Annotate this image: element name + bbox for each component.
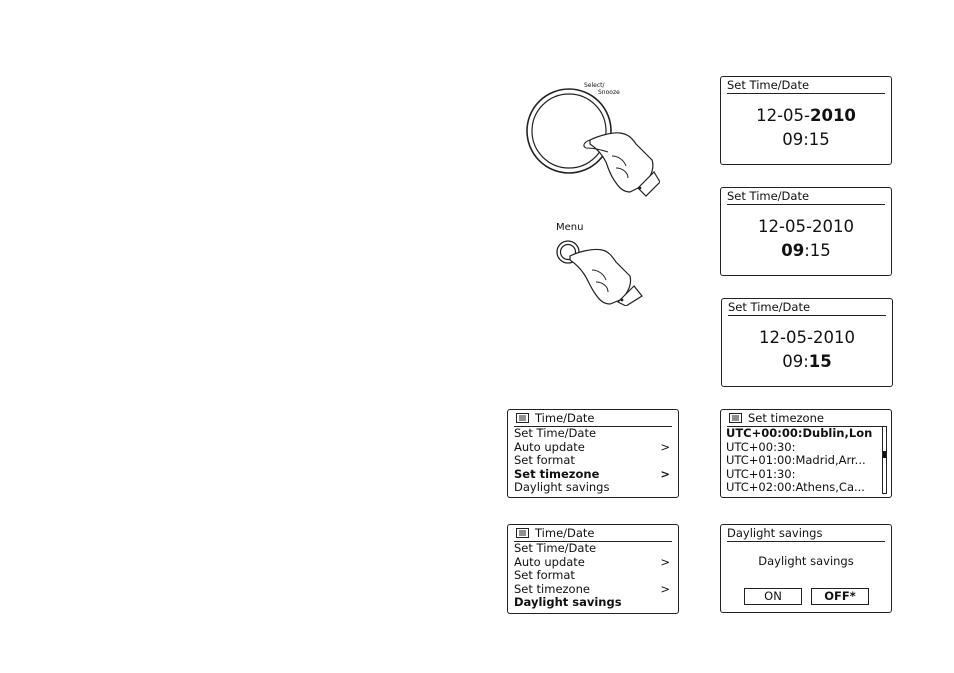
- screen-title: Time/Date: [535, 411, 595, 425]
- set-date-year-screen: [720, 76, 892, 165]
- menu-item-auto-update[interactable]: Auto update >: [514, 439, 670, 454]
- minute-field: 15: [808, 352, 832, 371]
- menu-button-illustration[interactable]: [548, 222, 660, 306]
- dial-label-snooze: Snooze: [598, 89, 620, 96]
- time-value: 09:15: [781, 241, 831, 260]
- screen-title: Set timezone: [748, 411, 824, 425]
- timezone-list: [726, 427, 879, 495]
- timezone-item[interactable]: UTC+00:00:Dublin,Lon: [726, 427, 873, 440]
- chevron-right-icon: >: [660, 439, 670, 454]
- screen-title: Set Time/Date: [727, 78, 885, 94]
- menu-item-set-timezone[interactable]: Set timezone >: [514, 581, 670, 596]
- menu-item-daylight-savings[interactable]: Daylight savings: [514, 595, 622, 609]
- timezone-scrollbar[interactable]: [882, 426, 887, 494]
- chevron-right-icon: >: [660, 554, 670, 569]
- daylight-savings-prompt: Daylight savings: [758, 554, 854, 568]
- menu-list-icon: [516, 528, 529, 538]
- rotary-dial-hand-icon: [520, 78, 660, 198]
- menu-button-label: Menu: [556, 222, 584, 233]
- menu-list-icon: [516, 413, 529, 423]
- screen-title: Time/Date: [535, 526, 595, 540]
- hour-field: 09: [781, 241, 805, 260]
- year-field: 2010: [809, 106, 856, 125]
- time-date-menu-screen-1: [507, 409, 679, 498]
- menu-list: [514, 542, 670, 610]
- menu-list-icon: [729, 413, 742, 423]
- screen-title: Set Time/Date: [728, 300, 886, 316]
- set-timezone-screen: [720, 409, 892, 498]
- screen-title-row: [727, 411, 885, 427]
- menu-item-auto-update[interactable]: Auto update >: [514, 554, 670, 569]
- timezone-item[interactable]: UTC+01:30:: [726, 466, 796, 481]
- menu-item-set-time-date[interactable]: Set Time/Date: [514, 541, 597, 555]
- off-button[interactable]: OFF*: [811, 588, 869, 605]
- screen-title: Set Time/Date: [727, 189, 885, 205]
- time-date-menu-screen-2: [507, 524, 679, 614]
- timezone-item[interactable]: UTC+01:00:Madrid,Arr...: [726, 453, 866, 467]
- chevron-right-icon: >: [660, 581, 670, 596]
- menu-list: [514, 427, 670, 495]
- select-snooze-dial[interactable]: [520, 78, 660, 198]
- date-value: 12-05-2010: [758, 217, 854, 236]
- daylight-savings-screen: [720, 524, 892, 613]
- date-value: 12-05-2010: [756, 106, 856, 125]
- dial-label-select: Select/: [584, 82, 605, 89]
- timezone-item[interactable]: UTC+00:30:: [726, 439, 796, 454]
- menu-item-set-time-date[interactable]: Set Time/Date: [514, 426, 597, 440]
- menu-item-set-timezone[interactable]: Set timezone >: [514, 466, 670, 481]
- set-time-hour-screen: [720, 187, 892, 276]
- menu-item-set-format[interactable]: Set format: [514, 568, 575, 582]
- scrollbar-thumb[interactable]: [883, 451, 886, 458]
- screen-title-row: [514, 411, 672, 427]
- menu-item-set-format[interactable]: Set format: [514, 453, 575, 467]
- on-button[interactable]: ON: [744, 588, 802, 605]
- time-value: 09:15: [782, 130, 830, 149]
- menu-button-hand-icon: [548, 222, 660, 306]
- timezone-item[interactable]: UTC+02:00:Athens,Ca...: [726, 480, 865, 494]
- chevron-right-icon: >: [660, 466, 670, 481]
- screen-title-row: [514, 526, 672, 542]
- date-value: 12-05-2010: [759, 328, 855, 347]
- menu-item-daylight-savings[interactable]: Daylight savings: [514, 480, 610, 494]
- set-time-minute-screen: [721, 298, 893, 387]
- time-value: 09:15: [782, 352, 832, 371]
- screen-title: Daylight savings: [727, 526, 885, 542]
